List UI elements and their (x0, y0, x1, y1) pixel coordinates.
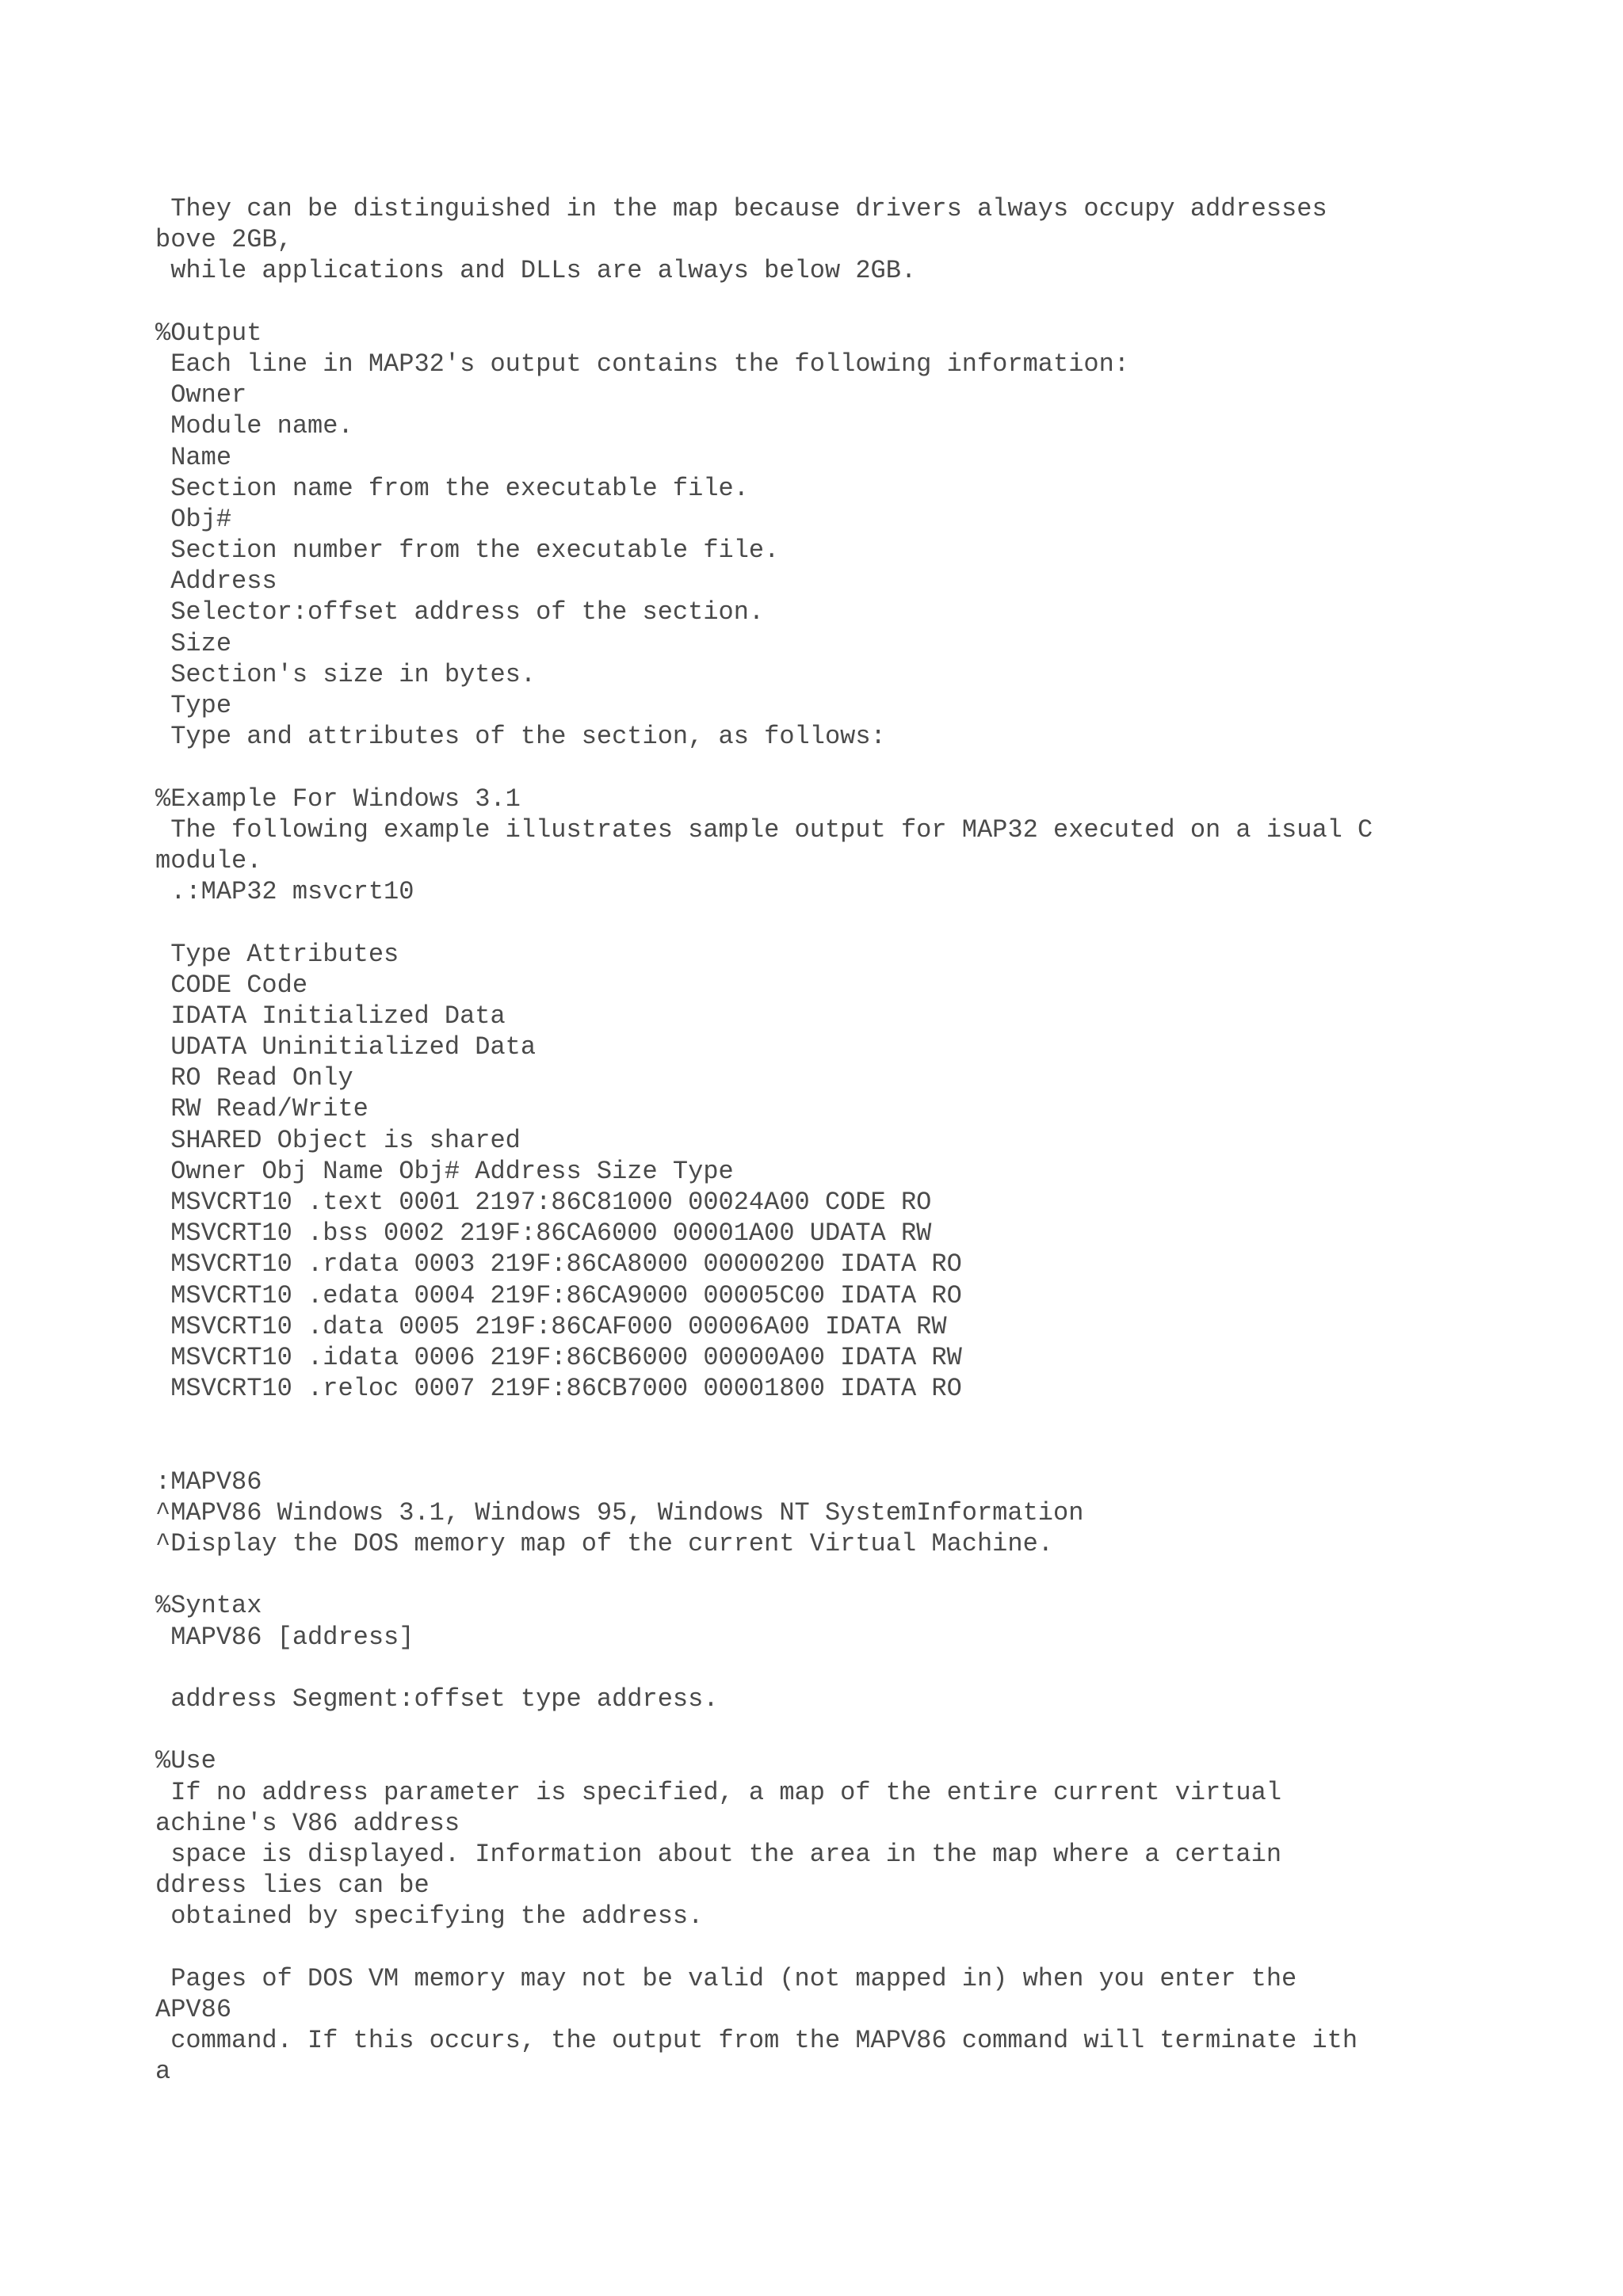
section-heading-use: %Use (155, 1746, 216, 1776)
text-line: IDATA Initialized Data (155, 1001, 506, 1031)
text-line: ^Display the DOS memory map of the current Virtual Machine. (155, 1529, 1053, 1559)
text-line: UDATA Uninitialized Data (155, 1032, 537, 1062)
table-row: MSVCRT10 .rdata 0003 219F:86CA8000 00000200 IDATA RO (155, 1249, 962, 1280)
table-row: MSVCRT10 .edata 0004 219F:86CA9000 00005C00 IDATA RO (155, 1280, 962, 1310)
section-heading-syntax: %Syntax (155, 1591, 262, 1621)
text-line: Module name. (155, 411, 353, 441)
text-line: Each line in MAP32's output contains the following information: (155, 349, 1129, 379)
text-line: Section name from the executable file. (155, 473, 749, 503)
text-line: Name (155, 442, 232, 472)
blank-line (155, 1559, 1518, 1590)
blank-line (155, 1714, 1518, 1745)
text-line: MAPV86 [address] (155, 1622, 414, 1652)
text-line: while applications and DLLs are always below 2GB. (155, 256, 917, 286)
blank-line (155, 1436, 1518, 1466)
text-line: space is displayed. Information about the area in the map where a certain (155, 1839, 1282, 1869)
text-line: command. If this occurs, the output from the MAPV86 command will terminate ith (155, 2026, 1358, 2056)
text-line: Section number from the executable file. (155, 536, 780, 566)
table-row: MSVCRT10 .bss 0002 219F:86CA6000 00001A00 UDATA RW (155, 1219, 932, 1249)
text-line: .:MAP32 msvcrt10 (155, 877, 414, 907)
blank-line (155, 1653, 1518, 1684)
text-line: Owner (155, 380, 247, 410)
text-line: ^MAPV86 Windows 3.1, Windows 95, Windows NT SystemInformation (155, 1497, 1084, 1527)
text-line: ddress lies can be (155, 1871, 430, 1901)
text-line: obtained by specifying the address. (155, 1901, 704, 1932)
text-line: Size (155, 628, 232, 658)
section-heading-example: %Example For Windows 3.1 (155, 784, 521, 814)
text-line: achine's V86 address (155, 1808, 460, 1838)
text-line: address Segment:offset type address. (155, 1684, 719, 1714)
table-header: Owner Obj Name Obj# Address Size Type (155, 1156, 734, 1186)
table-row: MSVCRT10 .reloc 0007 219F:86CB7000 00001800 IDATA RO (155, 1374, 962, 1404)
text-line: RO Read Only (155, 1063, 353, 1093)
blank-line (155, 287, 1518, 318)
text-line: Pages of DOS VM memory may not be valid (not mapped in) when you enter the (155, 1963, 1297, 1993)
section-heading-output: %Output (155, 318, 262, 348)
text-line: Type and attributes of the section, as follows: (155, 722, 886, 752)
table-row: MSVCRT10 .idata 0006 219F:86CB6000 00000A00 IDATA RW (155, 1342, 962, 1372)
text-line: They can be distinguished in the map because drivers always occupy addresses (155, 194, 1327, 223)
text-line: Address (155, 566, 277, 597)
text-line: module. (155, 845, 262, 875)
text-line: SHARED Object is shared (155, 1125, 521, 1155)
text-line: Obj# (155, 504, 232, 534)
text-line: Type Attributes (155, 939, 399, 969)
document-page (155, 193, 1518, 2087)
blank-line (155, 907, 1518, 938)
blank-line (155, 1404, 1518, 1435)
blank-line (155, 752, 1518, 783)
text-line: Section's size in bytes. (155, 659, 537, 689)
text-line: APV86 (155, 1994, 232, 2024)
blank-line (155, 1932, 1518, 1963)
text-line: Selector:offset address of the section. (155, 597, 765, 627)
command-heading: :MAPV86 (155, 1466, 262, 1497)
text-line: bove 2GB, (155, 225, 292, 255)
text-line: If no address parameter is specified, a map of the entire current virtual (155, 1777, 1282, 1807)
text-line: a (155, 2057, 171, 2087)
text-line: Type (155, 691, 232, 720)
table-row: MSVCRT10 .text 0001 2197:86C81000 00024A00 CODE RO (155, 1188, 932, 1217)
text-line: RW Read/Write (155, 1094, 369, 1124)
text-line: The following example illustrates sample output for MAP32 executed on a isual C (155, 814, 1373, 845)
table-row: MSVCRT10 .data 0005 219F:86CAF000 00006A00 IDATA RW (155, 1311, 947, 1341)
text-line: CODE Code (155, 970, 308, 1000)
